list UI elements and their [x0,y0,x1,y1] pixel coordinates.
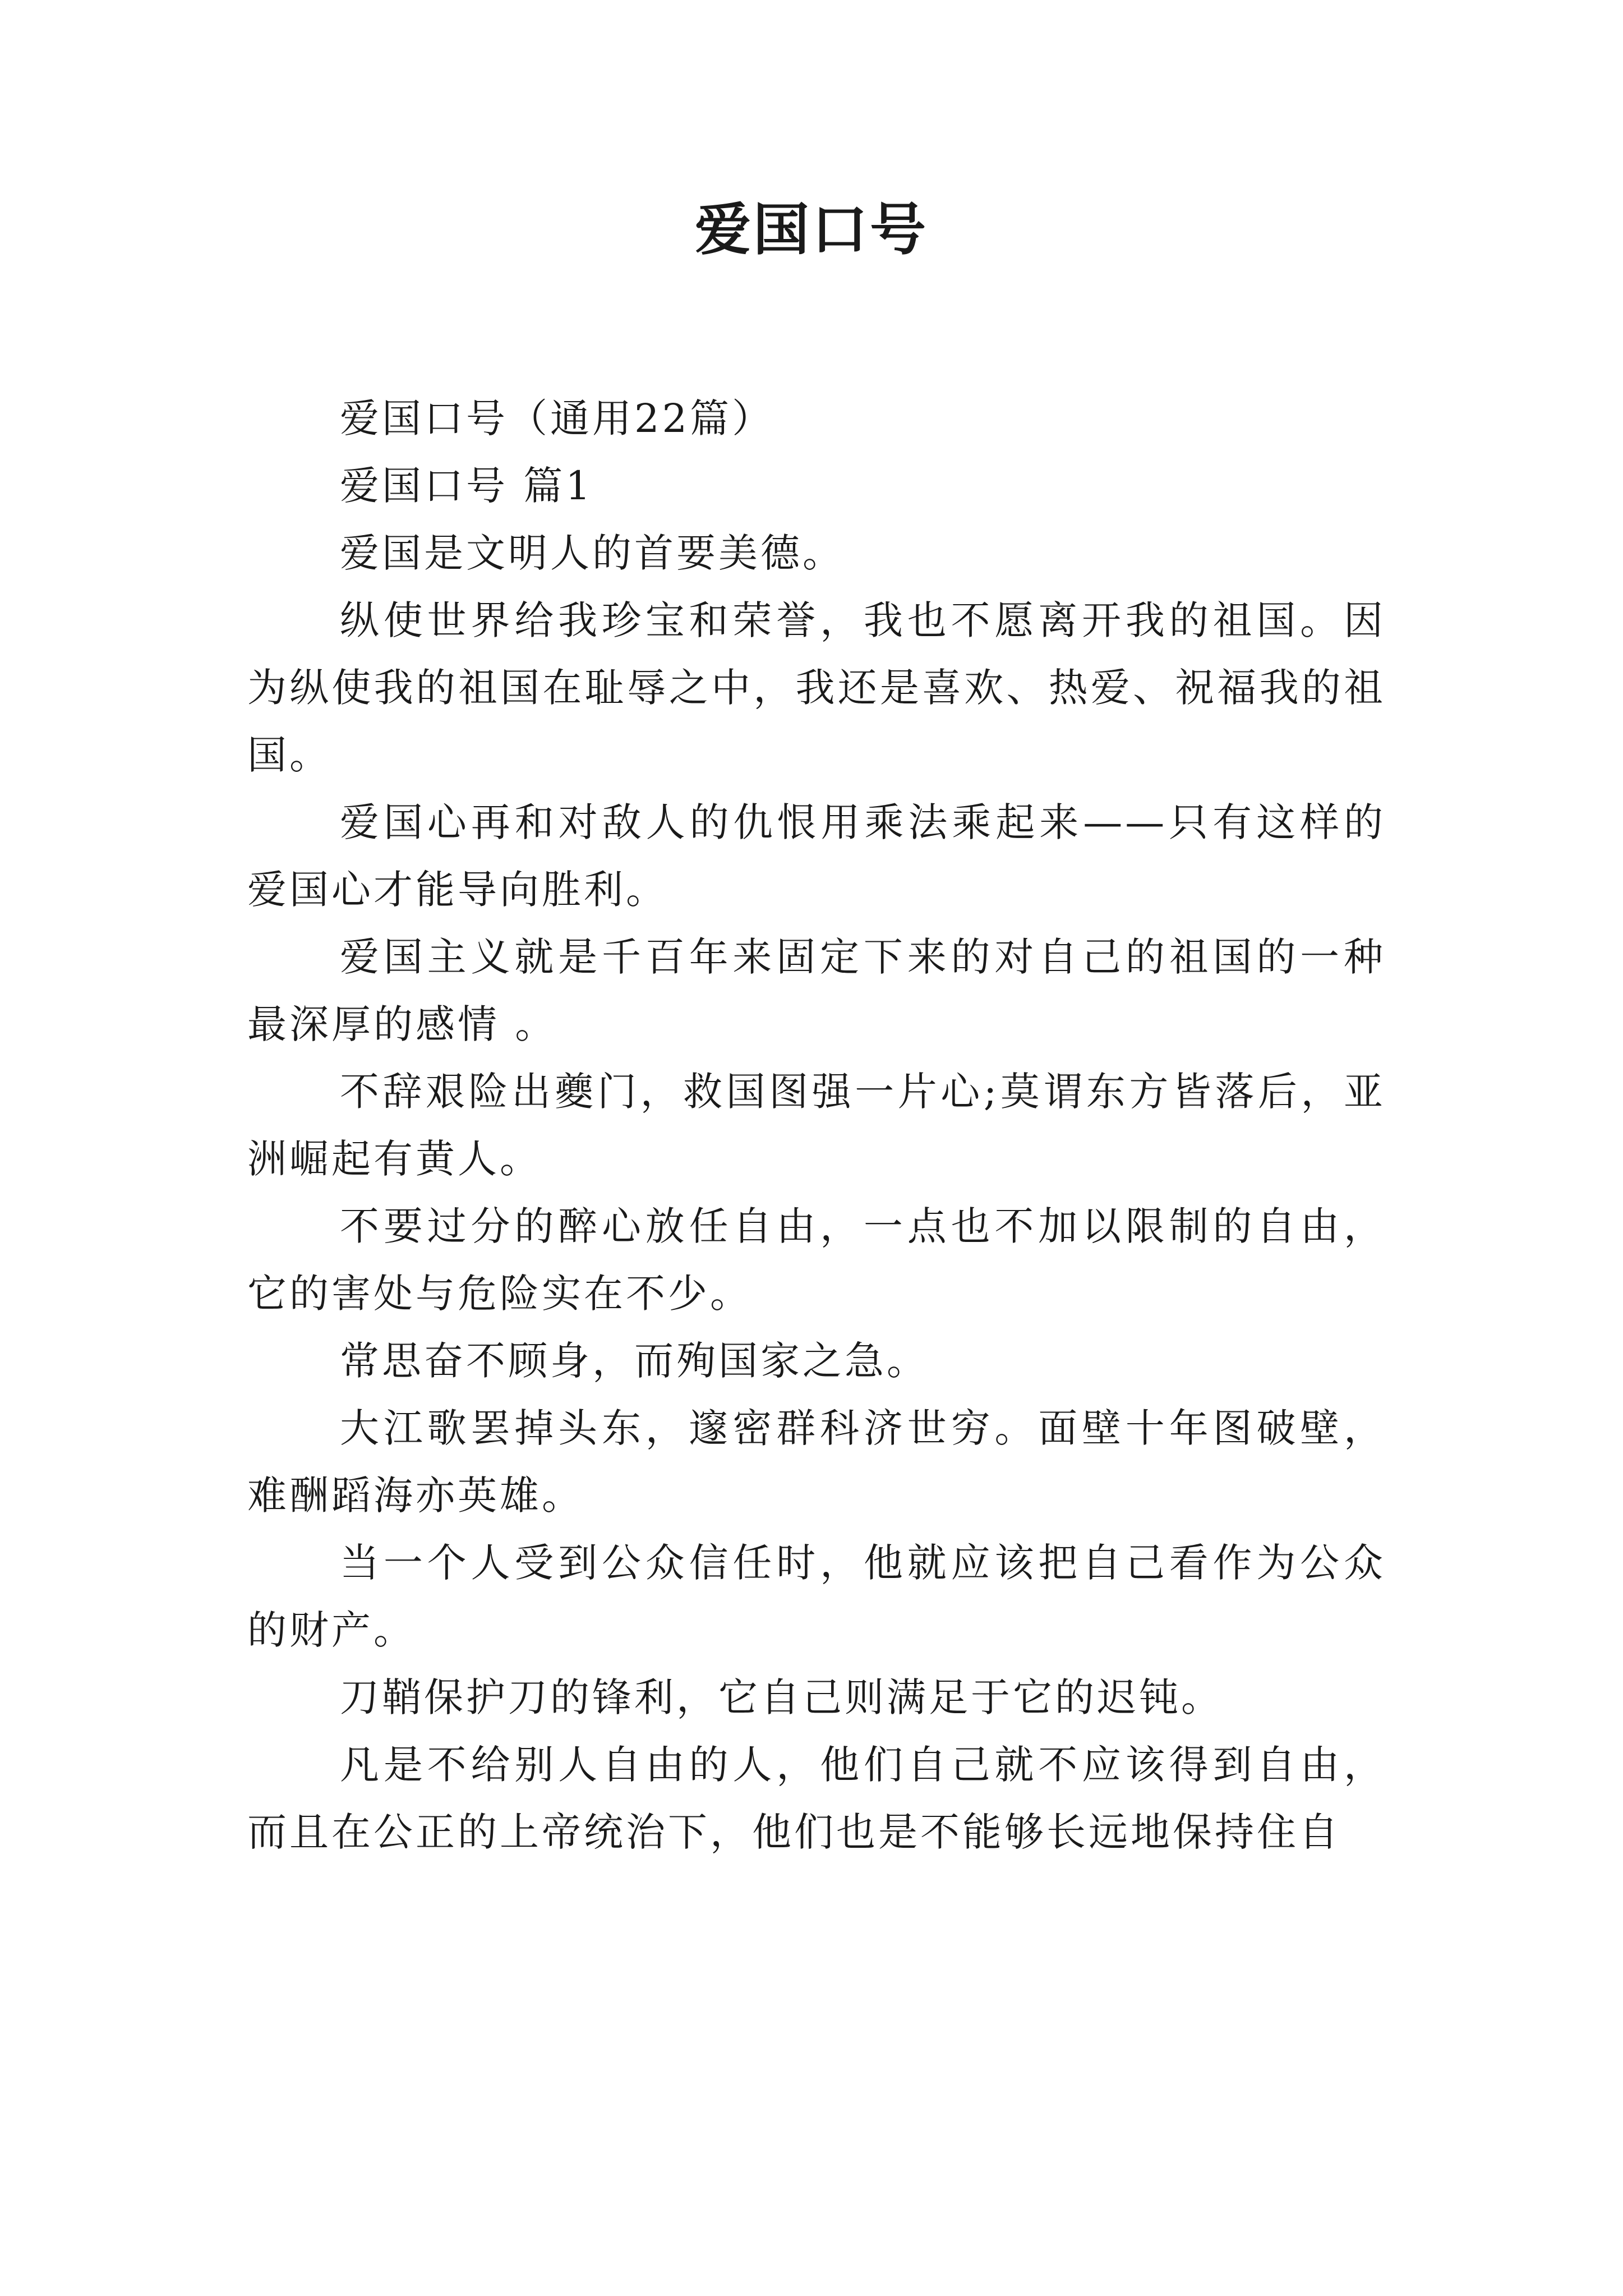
paragraph: 纵使世界给我珍宝和荣誉，我也不愿离开我的祖国。因为纵使我的祖国在耻辱之中，我还是喜欢、热爱、祝福我的祖国。 [247,597,1386,778]
document-body [247,385,1386,1866]
paragraph: 爱国主义就是千百年来固定下来的对自己的祖国的一种最深厚的感情 。 [247,934,1386,1047]
paragraph: 不要过分的醉心放任自由，一点也不加以限制的自由，它的害处与危险实在不少。 [247,1203,1386,1317]
paragraph: 爱国口号（通用22篇） [340,395,774,441]
document-title: 爱国口号 [695,197,928,263]
paragraph: 大江歌罢掉头东，邃密群科济世穷。面壁十年图破壁，难酬蹈海亦英雄。 [247,1405,1386,1519]
paragraph: 刀鞘保护刀的锋利，它自己则满足于它的迟钝。 [340,1674,1223,1720]
paragraph: 爱国心再和对敌人的仇恨用乘法乘起来——只有这样的爱国心才能导向胜利。 [247,799,1386,913]
paragraph: 爱国是文明人的首要美德。 [340,530,845,576]
paragraph: 常思奋不顾身，而殉国家之急。 [340,1338,929,1384]
paragraph: 当一个人受到公众信任时，他就应该把自己看作为公众的财产。 [247,1540,1386,1653]
paragraph: 不辞艰险出夔门，救国图强一片心;莫谓东方皆落后，亚洲崛起有黄人。 [247,1069,1386,1182]
paragraph: 凡是不给别人自由的人，他们自己就不应该得到自由，而且在公正的上帝统治下，他们也是不能够长远地保持住自 [247,1742,1386,1855]
paragraph: 爱国口号 篇1 [340,463,593,509]
